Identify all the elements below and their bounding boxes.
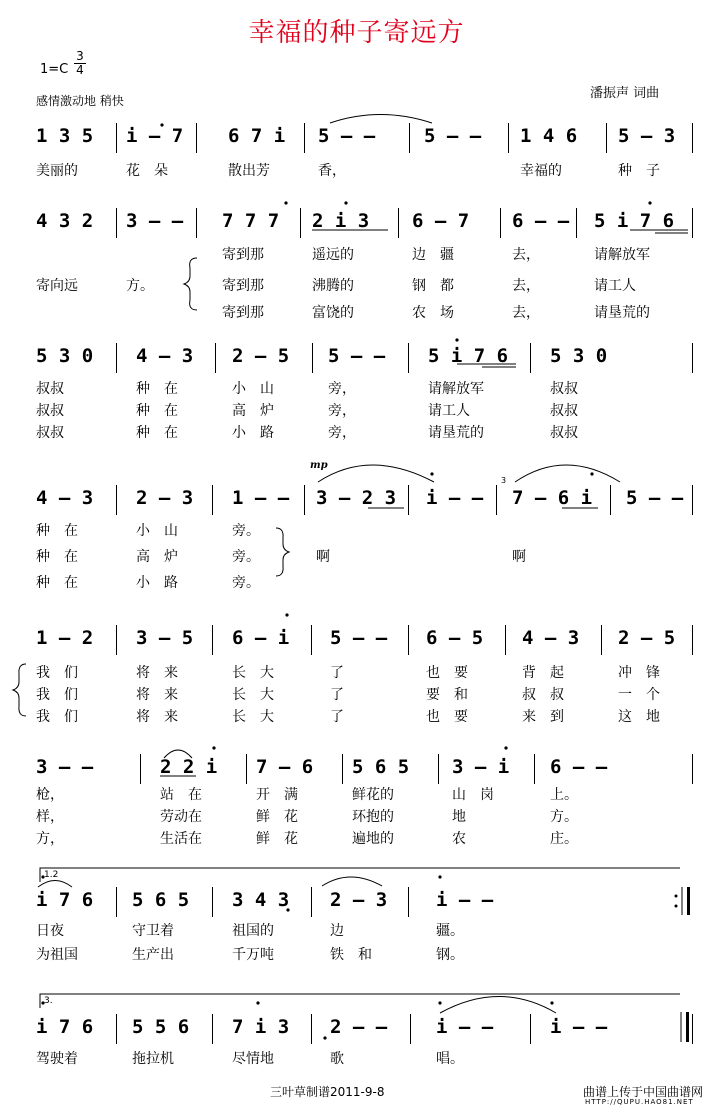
barline [212, 625, 213, 655]
lyric-text: 旁， [328, 403, 356, 419]
lyric-text: 叔叔 [36, 381, 64, 397]
measure-notes: 2 2 i [160, 756, 218, 778]
lyric-text: 劳动在 [160, 809, 202, 825]
barline [342, 754, 343, 784]
lyric-text: 去， [512, 278, 540, 294]
barline [196, 208, 197, 238]
lyric-text: 了 [330, 687, 344, 703]
measure-notes: 1 – 2 [36, 627, 94, 649]
lyric-text: 种 在 [136, 425, 178, 441]
lyric-text: 去， [512, 305, 540, 321]
measure-notes: 5 – – [330, 627, 388, 649]
measure-notes: 3 – 5 [136, 627, 194, 649]
measure-notes: 3 4 3 [232, 889, 290, 911]
barline [116, 208, 117, 238]
lyric-text: 寄到那 [222, 305, 264, 321]
lyric-text: 也 要 [426, 709, 468, 725]
measure-notes: i – – [436, 1016, 494, 1038]
lyric-text: 要 和 [426, 687, 468, 703]
lyric-text: 旁。 [232, 549, 260, 565]
measure-notes: 5 3 0 [36, 345, 94, 367]
site-url: HTTP://QUPU.HAO81.NET [585, 1098, 694, 1106]
lyric-text: 寄到那 [222, 278, 264, 294]
measure-notes: 2 i 3 [312, 210, 370, 232]
measure-notes: 2 – 5 [232, 345, 290, 367]
measure-notes: i – – [436, 889, 494, 911]
lyric-text: 歌 [330, 1051, 344, 1067]
lyric-text: 叔叔 [36, 425, 64, 441]
measure-notes: 5 i 7 6 [428, 345, 509, 367]
measure-notes: 4 – 3 [522, 627, 580, 649]
lyric-text: 将 来 [136, 709, 178, 725]
measure-notes: 5 5 6 [132, 1016, 190, 1038]
measure-notes: 1 4 6 [520, 125, 578, 147]
lyric-text: 遥远的 [312, 247, 354, 263]
measure-notes: 5 3 0 [550, 345, 608, 367]
measure-notes: 2 – 3 [330, 889, 388, 911]
author-credit: 潘振声 词曲 [590, 86, 660, 101]
lyric-text: 铁 和 [330, 947, 372, 963]
measure-notes: 5 6 5 [352, 756, 410, 778]
lyrics-brace-right [276, 528, 289, 576]
barline [311, 1014, 312, 1044]
lyric-text: 叔叔 [36, 403, 64, 419]
lyric-text: 旁， [328, 381, 356, 397]
measure-notes: i 7 6 [36, 889, 94, 911]
lyric-text: 美丽的 [36, 163, 78, 179]
measure-notes: i – 7 [126, 125, 184, 147]
lyric-text: 一 个 [618, 687, 660, 703]
lyric-text: 了 [330, 709, 344, 725]
lyric-text: 旁。 [232, 575, 260, 591]
barline [508, 123, 509, 153]
measure-notes: 4 – 3 [136, 345, 194, 367]
lyric-text: 边 疆 [412, 247, 454, 263]
barline [312, 343, 313, 373]
lyric-text: 生产出 [132, 947, 174, 963]
lyric-text: 农 场 [412, 305, 454, 321]
measure-notes: 4 – 3 [36, 487, 94, 509]
measure-notes: i 7 6 [36, 1016, 94, 1038]
barline [116, 887, 117, 917]
lyric-text: 香， [318, 163, 346, 179]
measure-notes: i – – [550, 1016, 608, 1038]
barline [410, 1014, 411, 1044]
measure-notes: 6 – – [550, 756, 608, 778]
barline [530, 343, 531, 373]
lyric-text: 我 们 [36, 687, 78, 703]
measure-notes: 5 – – [626, 487, 684, 509]
lyric-text: 来 到 [522, 709, 564, 725]
barline [116, 1014, 117, 1044]
measure-notes: 5 – – [328, 345, 386, 367]
barline [438, 754, 439, 784]
lyric-text: 沸腾的 [312, 278, 354, 294]
barline [692, 485, 693, 515]
lyric-text: 旁， [328, 425, 356, 441]
lyric-text: 我 们 [36, 709, 78, 725]
lyric-text: 种 在 [136, 381, 178, 397]
barline [534, 754, 535, 784]
measure-notes: 6 7 i [228, 125, 286, 147]
lyric-text: 钢。 [436, 947, 464, 963]
measure-notes: 3 – 2 3 [316, 487, 397, 509]
barline [215, 343, 216, 373]
lyric-text: 日夜 [36, 923, 64, 939]
measure-notes: 1 – – [232, 487, 290, 509]
barline [116, 343, 117, 373]
barline [692, 754, 693, 784]
dynamic-mp: mp [310, 460, 328, 471]
lyric-text: 种 在 [36, 523, 78, 539]
lyric-text: 驾驶着 [36, 1051, 78, 1067]
lyric-text: 长 大 [232, 709, 274, 725]
measure-notes: 5 – – [318, 125, 376, 147]
barline [311, 887, 312, 917]
lyric-text: 鲜 花 [256, 809, 298, 825]
barline [116, 123, 117, 153]
measure-notes: 7 i 3 [232, 1016, 290, 1038]
lyric-text: 小 山 [232, 381, 274, 397]
volta-bracket-1 [40, 868, 680, 882]
tempo-marking: 感情激动地 稍快 [36, 94, 124, 108]
song-title: 幸福的种子寄远方 [248, 18, 465, 48]
lyric-text: 千万吨 [232, 947, 274, 963]
lyric-text: 小 山 [136, 523, 178, 539]
barline [692, 208, 693, 238]
measure-notes: 6 – i [232, 627, 290, 649]
lyric-text: 种 在 [136, 403, 178, 419]
lyric-text: 生活在 [160, 831, 202, 847]
lyric-text: 请垦荒的 [594, 305, 650, 321]
lyric-text: 寄到那 [222, 247, 264, 263]
lyric-text: 花 朵 [126, 163, 168, 179]
lyric-text: 遍地的 [352, 831, 394, 847]
lyrics-brace [184, 258, 197, 310]
lyric-text: 叔叔 [550, 381, 578, 397]
tie [330, 115, 432, 124]
lyric-text: 种 在 [36, 549, 78, 565]
lyric-text: 高 炉 [136, 549, 178, 565]
lyric-text: 背 起 [522, 665, 564, 681]
lyric-text: 去， [512, 247, 540, 263]
lyric-text: 为祖国 [36, 947, 78, 963]
barline [500, 208, 501, 238]
slur [38, 881, 72, 888]
lyric-text: 啊 [316, 549, 330, 565]
low-octave-dots [286, 908, 326, 1039]
measure-notes: 2 – 3 [136, 487, 194, 509]
measure-notes: 5 – 3 [618, 125, 676, 147]
barline [311, 625, 312, 655]
site-credit: 曲谱上传于中国曲谱网 [583, 1085, 704, 1099]
lyric-text: 幸福的 [520, 163, 562, 179]
lyric-text: 农 [452, 831, 466, 847]
barline [601, 625, 602, 655]
lyric-text: 尽情地 [232, 1051, 274, 1067]
barline [408, 485, 409, 515]
barline [408, 887, 409, 917]
lyric-text: 山 岗 [452, 787, 494, 803]
lyric-text: 散出芳 [228, 163, 270, 179]
lyric-text: 站 在 [160, 787, 202, 803]
lyric-text: 叔叔 [550, 403, 578, 419]
lyric-text: 唱。 [436, 1051, 464, 1067]
barline [408, 625, 409, 655]
lyric-text: 也 要 [426, 665, 468, 681]
barline [304, 485, 305, 515]
lyric-text: 地 [452, 809, 466, 825]
lyric-text: 方， [36, 831, 64, 847]
lyric-text: 请解放军 [594, 247, 650, 263]
lyric-text: 请垦荒的 [428, 425, 484, 441]
barline [692, 1014, 693, 1044]
lyric-text: 长 大 [232, 687, 274, 703]
measure-notes: 7 – 6 i [512, 487, 593, 509]
slur [318, 465, 434, 482]
lyric-text: 环抱的 [352, 809, 394, 825]
measure-notes: 3 – – [126, 210, 184, 232]
barline [246, 754, 247, 784]
barline [212, 887, 213, 917]
barline [398, 208, 399, 238]
lyric-text: 疆。 [436, 923, 464, 939]
lyric-text: 请工人 [594, 278, 636, 294]
lyric-text: 鲜 花 [256, 831, 298, 847]
barline [692, 625, 693, 655]
measure-notes: 7 – 6 [256, 756, 314, 778]
measure-notes: 2 – – [330, 1016, 388, 1038]
lyric-text: 祖国的 [232, 923, 274, 939]
barline [408, 343, 409, 373]
repeat-dot [675, 905, 678, 908]
lyric-text: 边 [330, 923, 344, 939]
key-signature: 1=C [40, 62, 69, 77]
barline [116, 625, 117, 655]
barline [409, 123, 410, 153]
lyric-text: 啊 [512, 549, 526, 565]
measure-notes: i – – [426, 487, 484, 509]
repeat-barline [687, 887, 690, 915]
slur [440, 997, 556, 1014]
lyric-text: 样， [36, 809, 64, 825]
volta-bracket-2 [40, 994, 680, 1008]
lyric-text: 种 在 [36, 575, 78, 591]
lyric-text: 钢 都 [412, 278, 454, 294]
measure-notes: 6 – 5 [426, 627, 484, 649]
barline [212, 485, 213, 515]
lyric-text: 长 大 [232, 665, 274, 681]
measure-notes: 3 – i [452, 756, 510, 778]
barline [530, 1014, 531, 1044]
measure-notes: 1 3 5 [36, 125, 94, 147]
measure-notes: 3 – – [36, 756, 94, 778]
barline [116, 485, 117, 515]
lyric-text: 了 [330, 665, 344, 681]
lyric-text: 冲 锋 [618, 665, 660, 681]
measure-notes: 5 6 5 [132, 889, 190, 911]
lyric-text: 寄向远 [36, 278, 78, 294]
volta-2-label: 3. [44, 996, 53, 1006]
barline [505, 625, 506, 655]
lyric-text: 鲜花的 [352, 787, 394, 803]
barline [692, 343, 693, 373]
measure-notes: 2 – 5 [618, 627, 676, 649]
barline [304, 123, 305, 153]
lyric-text: 小 路 [232, 425, 274, 441]
lyric-text: 种 子 [618, 163, 660, 179]
final-barline [686, 1012, 689, 1042]
lyric-text: 将 来 [136, 665, 178, 681]
time-signature-bottom: 4 [76, 63, 84, 77]
lyric-text: 请工人 [428, 403, 470, 419]
barline [610, 485, 611, 515]
barline [212, 1014, 213, 1044]
lyric-text: 富饶的 [312, 305, 354, 321]
time-signature-top: 3 [74, 50, 86, 64]
volta-1-label: 1.2 [44, 870, 59, 880]
lyric-text: 小 路 [136, 575, 178, 591]
lyric-text: 这 地 [618, 709, 660, 725]
lyrics-brace-left [13, 664, 26, 716]
lyric-text: 庄。 [550, 831, 578, 847]
barline [576, 208, 577, 238]
measure-notes: 6 – 7 [412, 210, 470, 232]
barline [692, 123, 693, 153]
repeat-dot [675, 895, 678, 898]
lyric-text: 方。 [126, 278, 154, 294]
lyric-text: 枪， [36, 787, 64, 803]
lyric-text: 守卫着 [132, 923, 174, 939]
lyric-text: 拖拉机 [132, 1051, 174, 1067]
measure-notes: 4 3 2 [36, 210, 94, 232]
triplet-mark: 3 [501, 476, 507, 485]
lyric-text: 上。 [550, 787, 578, 803]
lyric-text: 我 们 [36, 665, 78, 681]
barline [196, 123, 197, 153]
barline [300, 208, 301, 238]
measure-notes: 5 i 7 6 [594, 210, 675, 232]
slur [515, 465, 620, 482]
lyric-text: 将 来 [136, 687, 178, 703]
barline [496, 485, 497, 515]
lyric-text: 方。 [550, 809, 578, 825]
lyric-text: 请解放军 [428, 381, 484, 397]
measure-notes: 5 – – [424, 125, 482, 147]
barline [140, 754, 141, 784]
barline [606, 123, 607, 153]
lyric-text: 叔 叔 [522, 687, 564, 703]
lyric-text: 开 满 [256, 787, 298, 803]
lyric-text: 旁。 [232, 523, 260, 539]
measure-notes: 6 – – [512, 210, 570, 232]
measure-notes: 7 7 7 [222, 210, 280, 232]
lyric-text: 高 炉 [232, 403, 274, 419]
footer-credit: 三叶草制谱2011-9-8 [270, 1085, 385, 1099]
slur [322, 877, 382, 886]
lyric-text: 叔叔 [550, 425, 578, 441]
